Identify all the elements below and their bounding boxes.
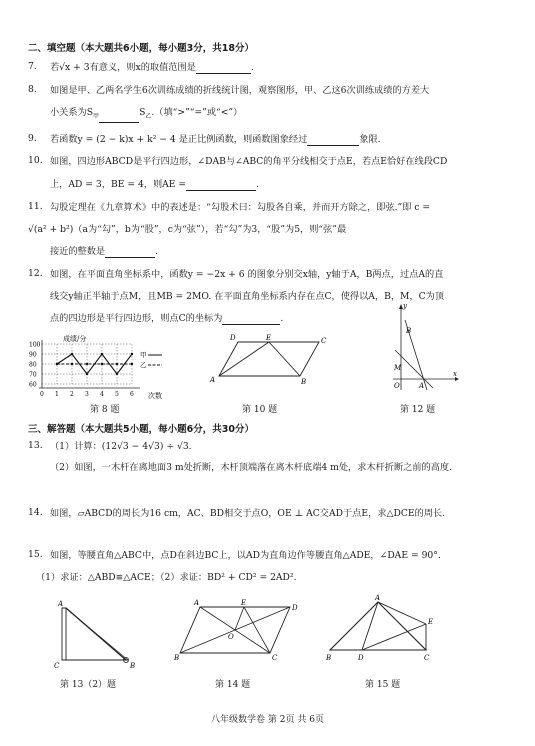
chart-ylabel: 成绩/分 bbox=[63, 335, 87, 343]
q15-line1: 如图，等腰直角△ABC中，点D在斜边BC上，以AD为直角边作等腰直角△ADE，∠DAE = 90°. bbox=[50, 550, 441, 561]
q9-blank bbox=[307, 135, 359, 146]
q12-number: 12. bbox=[28, 268, 43, 279]
chart-point bbox=[56, 363, 58, 365]
fig14-label-E: E bbox=[241, 599, 247, 607]
fig10-parallelogram bbox=[219, 342, 319, 376]
fig8-chart bbox=[28, 330, 178, 402]
q10-line1: 如图，四边形ABCD是平行四边形，∠DAB与∠ABC的角平分线相交于点E，若点E恰好在线段CD bbox=[50, 156, 448, 167]
fig10-label-E: E bbox=[266, 334, 272, 342]
fig14-label-C: C bbox=[272, 654, 278, 662]
chart-ytick-label: 70 bbox=[29, 371, 37, 379]
caption-fig15: 第 15 题 bbox=[365, 680, 401, 690]
chart-point bbox=[116, 373, 118, 375]
caption-fig8: 第 8 题 bbox=[90, 405, 120, 415]
fig14-label-A: A bbox=[194, 599, 200, 607]
chart-ytick-label: 60 bbox=[29, 381, 37, 389]
fig12-label-x: x bbox=[453, 370, 457, 378]
fig12-label-B: B bbox=[406, 327, 412, 335]
q7-body: 若√x + 3有意义，则x的取值范围是 bbox=[50, 62, 196, 73]
q8-line2: 小关系为$S_甲$ $S_乙$.（填“>”“=”或“<”） bbox=[50, 106, 242, 123]
fig10-label-A: A bbox=[210, 376, 216, 384]
q11-number: 11. bbox=[28, 201, 43, 212]
q7-tail: . bbox=[250, 62, 254, 73]
fig14-diagram bbox=[172, 597, 302, 662]
q11-line1: 勾股定理在《九章算术》中的表述是：“勾股术曰：勾股各自乘，并而开方除之，即弦.”即 c = bbox=[50, 202, 431, 213]
fig12-label-O: O bbox=[394, 382, 400, 390]
q11-line3: 接近的整数是 . bbox=[50, 246, 159, 257]
chart-xtick-label: 2 bbox=[70, 391, 74, 398]
fig13-label-C: C bbox=[54, 662, 60, 670]
page-footer: 八年级数学卷 第 2页 共 6页 bbox=[211, 715, 324, 725]
q14-number: 14. bbox=[28, 507, 43, 518]
q13-number: 13. bbox=[28, 440, 43, 451]
q8-number: 8. bbox=[28, 84, 37, 95]
fig12-diagram bbox=[385, 300, 460, 395]
q11-blank bbox=[105, 247, 155, 258]
fig15-label-C: C bbox=[424, 654, 430, 662]
fig13-diagram bbox=[48, 596, 148, 671]
chart-xlabel: 次数 bbox=[148, 392, 162, 400]
fig10-line-AE bbox=[219, 342, 269, 376]
chart-xtick-label: 5 bbox=[115, 391, 119, 398]
chart-legend-yi: 乙 bbox=[140, 361, 147, 369]
q10-number: 10. bbox=[28, 155, 43, 166]
fig10-label-D: D bbox=[230, 334, 236, 342]
caption-fig10: 第 10 题 bbox=[242, 405, 278, 415]
fig10-line-EB bbox=[269, 342, 300, 376]
q10-blank bbox=[186, 180, 256, 191]
fig14-label-B: B bbox=[174, 654, 180, 662]
fig10-label-C: C bbox=[321, 337, 327, 345]
fig12-label-M: M bbox=[394, 364, 402, 372]
chart-legend-jia: 甲 bbox=[140, 351, 147, 359]
fig15-label-E: E bbox=[428, 618, 434, 626]
q12-blank bbox=[222, 314, 280, 325]
fig15-segment-AD bbox=[362, 602, 378, 650]
fig12-label-y: y bbox=[403, 302, 407, 310]
chart-xtick-label: 3 bbox=[85, 391, 89, 398]
fig15-label-B: B bbox=[326, 654, 332, 662]
q14-text: 如图，▱ABCD的周长为16 cm，AC、BD相交于点O，OE ⊥ AC交AD于点E，求△DCE的周长. bbox=[50, 508, 446, 519]
caption-fig14: 第 14 题 bbox=[215, 680, 251, 690]
fig15-label-A: A bbox=[375, 594, 381, 602]
caption-fig12: 第 12 题 bbox=[400, 405, 436, 415]
chart-point bbox=[131, 363, 133, 365]
fig14-label-O: O bbox=[228, 633, 234, 641]
chart-ytick-label: 80 bbox=[29, 361, 37, 369]
chart-point bbox=[101, 353, 103, 355]
chart-point bbox=[86, 373, 88, 375]
chart-xtick-label: 1 bbox=[55, 391, 59, 398]
q7-number: 7. bbox=[28, 61, 37, 72]
fig15-label-D: D bbox=[358, 654, 364, 662]
q15-number: 15. bbox=[28, 549, 43, 560]
q13-part1: （1）计算：(12√3 − 4√3) ÷ √3. bbox=[50, 441, 192, 452]
section-3-title: 三、解答题（本大题共5小题，每小题6分，共30分） bbox=[28, 424, 254, 435]
caption-fig13: 第 13（2）题 bbox=[60, 680, 117, 690]
q10-line2: 上，AD = 3，BE = 4，则AE = . bbox=[50, 179, 260, 190]
chart-point bbox=[71, 363, 73, 365]
fig10-diagram bbox=[205, 330, 330, 385]
q13-part2: （2）如图，一木杆在离地面3 m处折断，木杆顶端落在离木杆底端4 m处，求木杆折断之前的高度. bbox=[50, 462, 453, 473]
chart-point bbox=[71, 353, 73, 355]
fig13-pole bbox=[62, 608, 66, 660]
fig15-diagram bbox=[320, 594, 445, 666]
q12-line1: 如图，在平面直角坐标系中，函数y = −2x + 6 的图象分别交x轴，y轴于A，B两点，过点A的直 bbox=[50, 269, 444, 280]
q12-line3: 点的四边形是平行四边形，则点C的坐标为 . bbox=[50, 313, 284, 324]
fig15-segment-DE bbox=[362, 624, 426, 650]
fig12-label-A: A bbox=[419, 382, 425, 390]
section-2-title: 二、填空题（本大题共6小题，每小题3分，共18分） bbox=[28, 43, 254, 54]
fig14-label-D: D bbox=[292, 604, 298, 612]
fig15-segment-AE bbox=[378, 602, 426, 624]
q7-text bbox=[50, 61, 254, 74]
fig15-triangle-ABC bbox=[330, 602, 426, 650]
q7-blank bbox=[196, 63, 251, 74]
q11-line2: √(a² + b²)（a为“勾”，b为“股”，c为“弦”），若“勾”为3，“股”为5，则“弦”最 bbox=[28, 224, 347, 235]
fig13-label-A: A bbox=[58, 600, 64, 608]
fig14-segment-EC bbox=[244, 607, 270, 653]
fig10-label-B: B bbox=[301, 378, 307, 385]
fig13-label-B: B bbox=[130, 662, 136, 670]
q15-line2: （1）求证：△ABD≌△ACE；（2）求证：BD² + CD² = 2AD². bbox=[36, 572, 297, 583]
chart-xtick-label: 0 bbox=[40, 391, 44, 398]
chart-ytick-label: 100 bbox=[29, 341, 41, 349]
q12-line2: 线交y轴正半轴于点M，且MB = 2MO. 在平面直角坐标系内存在点C，使得以A，B，M，C为顶 bbox=[50, 291, 445, 302]
chart-ytick-label: 90 bbox=[29, 351, 37, 359]
q9-text: 若函数y = (2 − k)x + k² − 4 是正比例函数，则函数图象经过 象限. bbox=[50, 134, 381, 145]
chart-point bbox=[86, 363, 88, 365]
q9-number: 9. bbox=[28, 133, 37, 144]
chart-xtick-label: 6 bbox=[130, 391, 134, 398]
q8-blank bbox=[99, 112, 139, 123]
chart-point bbox=[101, 363, 103, 365]
q8-line1: 如图是甲、乙两名学生6次训练成绩的折线统计图，观察图形，甲、乙这6次训练成绩的方差大 bbox=[50, 85, 430, 96]
chart-xtick-label: 4 bbox=[100, 391, 104, 398]
chart-point bbox=[131, 353, 133, 355]
chart-point bbox=[116, 363, 118, 365]
